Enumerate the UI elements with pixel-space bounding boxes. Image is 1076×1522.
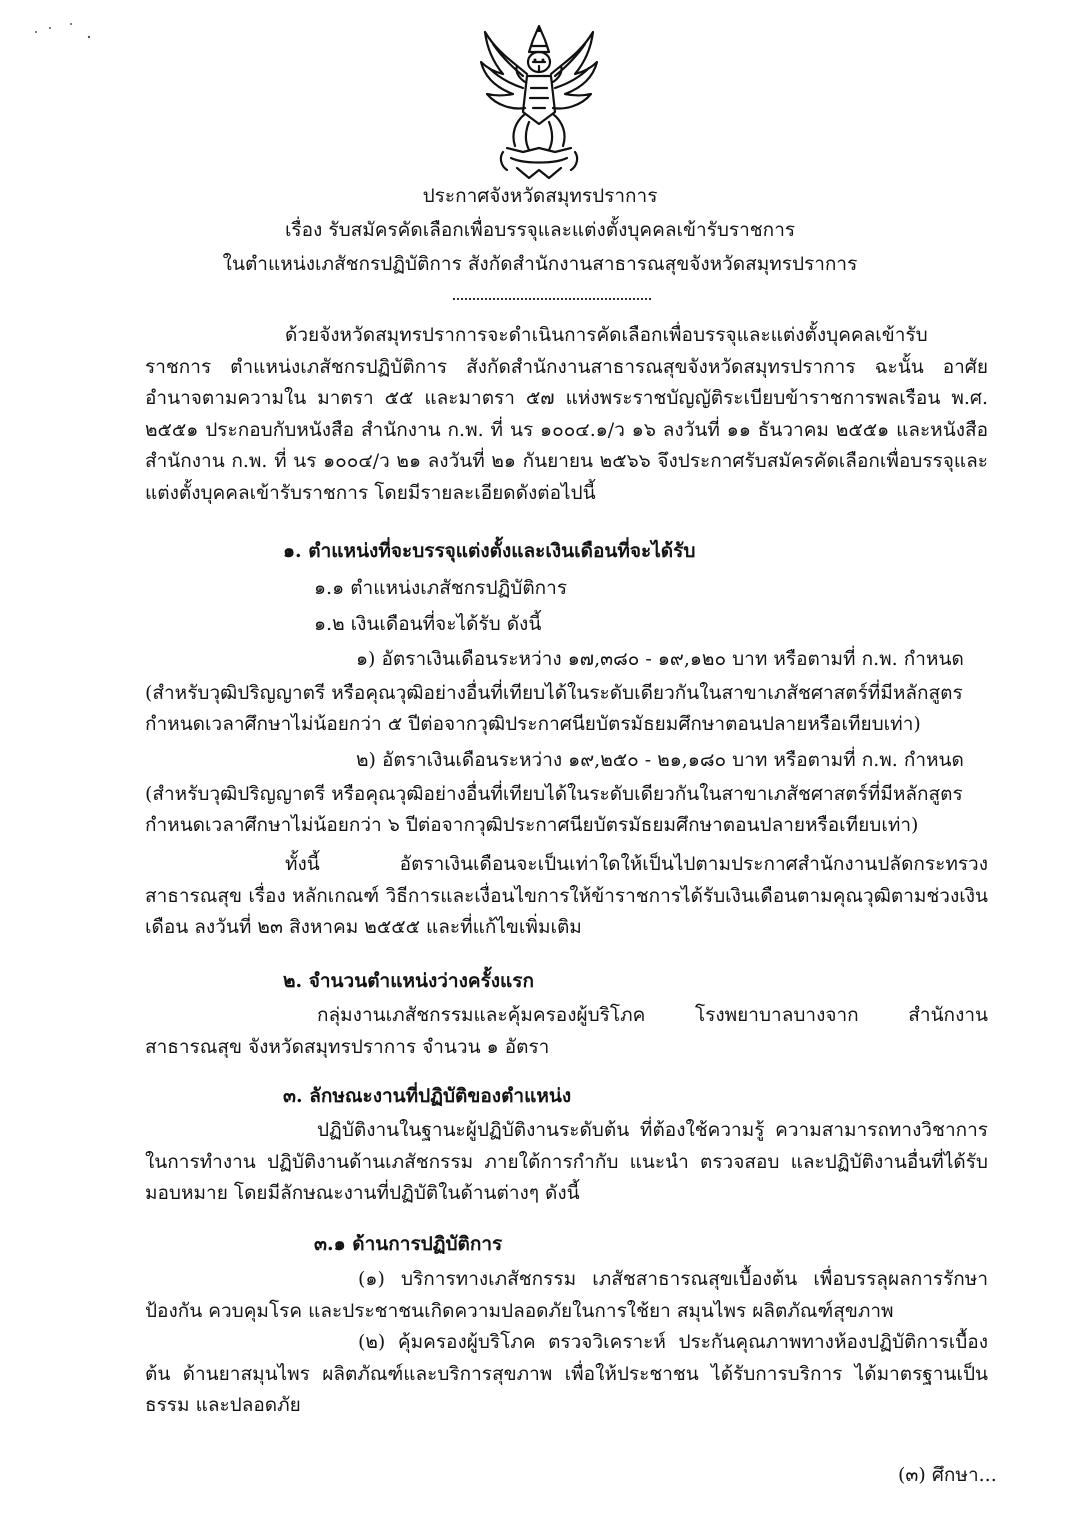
dotted-separator: [453, 298, 651, 300]
item-1-1: ๑.๑ ตำแหน่งเภสัชกรปฏิบัติการ: [314, 577, 568, 599]
announcement-subject: เรื่อง รับสมัครคัดเลือกเพื่อบรรจุและแต่งตั้งบุคคลเข้ารับราชการ: [284, 219, 796, 241]
garuda-emblem-icon: [473, 22, 605, 182]
announcement-position: ในตำแหน่งเภสัชกรปฏิบัติการ สังกัดสำนักงานสาธารณสุขจังหวัดสมุทรปราการ: [222, 253, 858, 275]
section-2-text: กลุ่มงานเภสัชกรรมและคุ้มครองผู้บริโภค โรงพยาบาลบางจาก สำนักงานสาธารณสุข จังหวัดสมุทรปราการ จำนวน ๑ อัตรา: [145, 1004, 988, 1058]
duty-1: (๑) บริการทางเภสัชกรรม เภสัชสาธารณสุขเบื้องต้น เพื่อบรรลุผลการรักษา ป้องกัน ควบคุมโรค และประชาชนเกิดความปลอดภัยในการใช้ยา สมุนไพร ผลิตภัณฑ์สุขภาพ: [145, 1268, 988, 1322]
announcement-title: ประกาศจังหวัดสมุทรปราการ: [422, 185, 658, 207]
salary-range-1-note-b: กำหนดเวลาศึกษาไม่น้อยกว่า ๕ ปีต่อจากวุฒิประกาศนียบัตรมัธยมศึกษาตอนปลายหรือเทียบเท่า): [145, 713, 921, 735]
section-2-heading: ๒. จำนวนตำแหน่งว่างครั้งแรก: [283, 970, 535, 992]
section-3-1-heading: ๓.๑ ด้านการปฏิบัติการ: [314, 1233, 503, 1255]
salary-range-2: ๒) อัตราเงินเดือนระหว่าง ๑๙,๒๕๐ - ๒๑,๑๘๐ บาท หรือตามที่ ก.พ. กำหนด: [356, 749, 964, 771]
section-3-heading: ๓. ลักษณะงานที่ปฏิบัติของตำแหน่ง: [283, 1085, 572, 1107]
continuation-marker: (๓) ศึกษา...: [898, 1464, 997, 1486]
section-3-text: ปฏิบัติงานในฐานะผู้ปฏิบัติงานระดับต้น ที่ต้องใช้ความรู้ ความสามารถทางวิชาการ ในการทำงาน ปฏิบัติงานด้านเภสัชกรรม ภายใต้การกำกับ แนะนำ ตรวจสอบ และปฏิบัติงานอื่นที่ได้รับ มอบหมาย โดยมีลักษณะงานที่ปฏิบัติในด้านต่างๆ ดังนี้: [145, 1119, 988, 1204]
salary-range-1: ๑) อัตราเงินเดือนระหว่าง ๑๗,๓๘๐ - ๑๙,๑๒๐ บาท หรือตามที่ ก.พ. กำหนด: [356, 648, 964, 670]
scan-specks: [30, 18, 110, 48]
salary-range-2-note-a: (สำหรับวุฒิปริญญาตรี หรือคุณวุฒิอย่างอื่นที่เทียบได้ในระดับเดียวกันในสาขาเภสัชศาสตร์ที่มีหลักสูตร: [145, 783, 963, 805]
salary-range-1-note-a: (สำหรับวุฒิปริญญาตรี หรือคุณวุฒิอย่างอื่นที่เทียบได้ในระดับเดียวกันในสาขาเภสัชศาสตร์ที่มีหลักสูตร: [145, 682, 963, 704]
salary-range-2-note-b: กำหนดเวลาศึกษาไม่น้อยกว่า ๖ ปีต่อจากวุฒิประกาศนียบัตรมัธยมศึกษาตอนปลายหรือเทียบเท่า): [145, 814, 919, 836]
section-1-heading: ๑. ตำแหน่งที่จะบรรจุแต่งตั้งและเงินเดือนที่จะได้รับ: [283, 540, 696, 562]
item-1-2: ๑.๒ เงินเดือนที่จะได้รับ ดังนี้: [314, 613, 542, 635]
intro-paragraph: ด้วยจังหวัดสมุทรปราการจะดำเนินการคัดเลือกเพื่อบรรจุและแต่งตั้งบุคคลเข้ารับราชการ ตำแหน่งเภสัชกรปฏิบัติการ สังกัดสำนักงานสาธารณสุขจังหวัดสมุทรปราการ ฉะนั้น อาศัยอำนาจตามความใน มาตรา ๕๕ และมาตรา ๕๗ แห่งพระราชบัญญัติระเบียบข้าราชการพลเรือน พ.ศ. ๒๕๕๑ ประกอบกับหนังสือ สำนักงาน ก.พ. ที่ นร ๑๐๐๔.๑/ว ๑๖ ลงวันที่ ๑๑ ธันวาคม ๒๕๕๑ และหนังสือสำนักงาน ก.พ. ที่ นร ๑๐๐๔/ว ๒๑ ลงวันที่ ๒๑ กันยายน ๒๕๖๖ จึงประกาศรับสมัครคัดเลือกเพื่อบรรจุและแต่งตั้งบุคคลเข้ารับราชการ โดยมีรายละเอียดดังต่อไปนี้: [145, 324, 988, 504]
salary-note-paragraph: ทั้งนี้ อัตราเงินเดือนจะเป็นเท่าใดให้เป็นไปตามประกาศสำนักงานปลัดกระทรวงสาธารณสุข เรื่อง หลักเกณฑ์ วิธีการและเงื่อนไขการให้ข้าราชการได้รับเงินเดือนตามคุณวุฒิตามช่วงเงินเดือน ลงวันที่ ๒๓ สิงหาคม ๒๕๕๕ และที่แก้ไขเพิ่มเติม: [145, 853, 988, 938]
duty-2: (๒) คุ้มครองผู้บริโภค ตรวจวิเคราะห์ ประกันคุณภาพทางห้องปฏิบัติการเบื้องต้น ด้านยาสมุนไพร ผลิตภัณฑ์และบริการสุขภาพ เพื่อให้ประชาชน ได้รับการบริการ ได้มาตรฐานเป็นธรรม และปลอดภัย: [145, 1331, 988, 1416]
